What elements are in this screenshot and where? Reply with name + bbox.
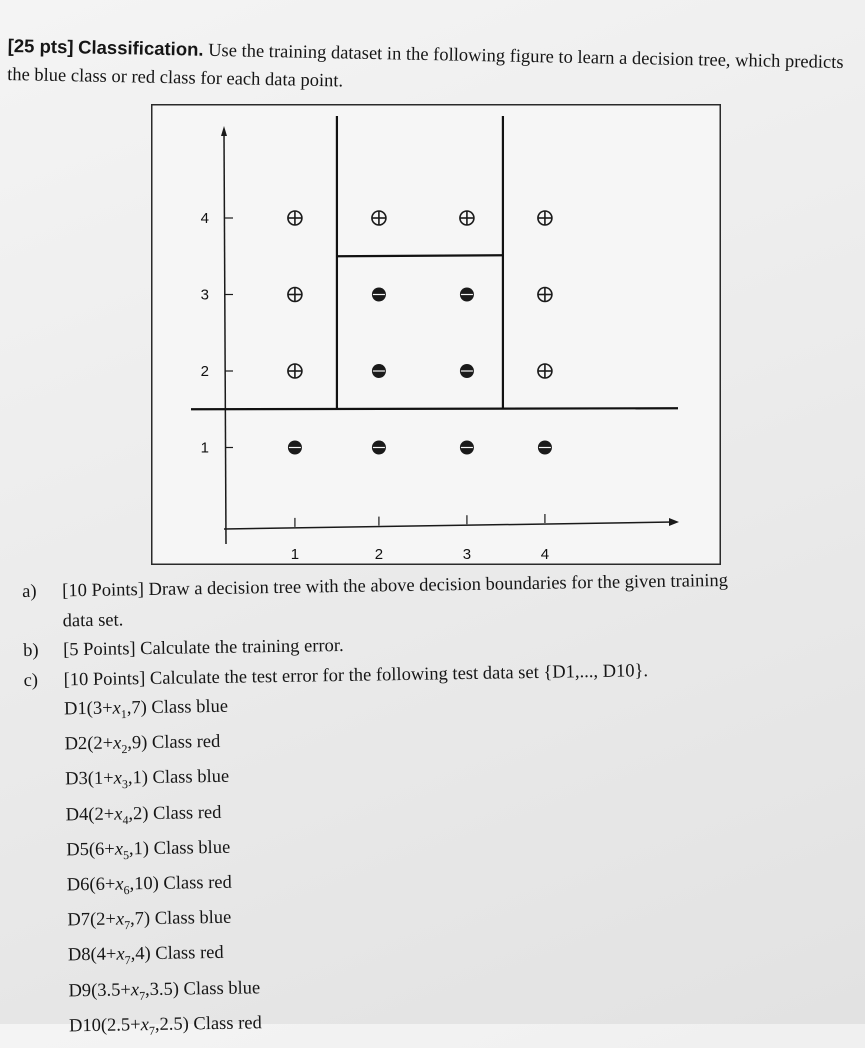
boundary-line-horizontal: [337, 255, 503, 256]
test-y: 1: [132, 768, 142, 789]
test-x-offset: 6: [95, 874, 106, 895]
test-data-row: $D10(2.5+x_7,2.5)$ Class red: [68, 1012, 262, 1038]
test-label: Class blue: [154, 907, 232, 930]
test-subscript: 6: [123, 882, 130, 898]
test-variable: x: [116, 944, 125, 965]
question-c-letter: c): [23, 670, 39, 691]
x-tick-label: 2: [374, 546, 384, 563]
test-name: D8: [67, 945, 91, 966]
test-data-row: $D2(2+x_2,9)$ Class red: [64, 732, 221, 757]
y-tick-label: 2: [200, 363, 209, 380]
x-tick-label: 4: [540, 546, 550, 563]
test-name: D2: [64, 734, 88, 755]
test-y: 10: [133, 873, 153, 895]
problem-header: [7, 32, 848, 105]
test-y: 7: [131, 698, 141, 719]
test-y: 9: [131, 733, 142, 754]
test-x-offset: 3: [92, 698, 103, 719]
test-name: D7: [67, 910, 91, 931]
test-name: D5: [66, 839, 90, 861]
test-y: 7: [134, 909, 145, 930]
test-y: 2: [132, 803, 143, 824]
question-b-text: [5 Points] Calculate the training error.: [62, 635, 344, 661]
test-label: Class red: [151, 732, 221, 754]
problem-text: Use the training dataset in the following figure to learn a decision tree, which predicts the blue class or red class for each data point.: [6, 40, 844, 92]
problem-title: Classification.: [77, 36, 204, 60]
test-y: 2.5: [159, 1014, 183, 1035]
y-tick-label: 4: [200, 210, 209, 227]
test-x-offset: 1: [93, 769, 104, 790]
test-name: D3: [65, 769, 88, 790]
test-label: Class blue: [153, 837, 231, 859]
test-data-row: $D4(2+x_4,2)$ Class red: [65, 802, 222, 827]
question-a-text: [10 Points] Draw a decision tree with the above decision boundaries for the given training: [62, 570, 729, 602]
test-subscript: 7: [124, 918, 131, 933]
test-label: Class red: [155, 943, 224, 965]
x-tick-label: 1: [290, 546, 300, 563]
test-subscript: 5: [122, 847, 130, 862]
test-data-list: [24, 683, 859, 1048]
test-y: 1: [133, 838, 144, 860]
test-variable: x: [112, 733, 122, 754]
test-data-row: $D1(3+x_1,7)$ Class blue: [63, 696, 229, 722]
y-tick-label: 3: [200, 286, 209, 304]
training-data-figure: [151, 104, 721, 565]
problem-points: [25 pts]: [7, 34, 74, 58]
x-tick-label: 3: [462, 546, 472, 563]
test-variable: x: [130, 979, 140, 1000]
test-data-row: $D8(4+x_7,4)$ Class red: [67, 943, 224, 968]
test-name: D9: [68, 980, 92, 1001]
question-c-text: [10 Points] Calculate the test error for the following test data set {D1,..., D10}.: [63, 660, 649, 690]
test-name: D6: [66, 874, 90, 896]
boundary-line-horizontal: [191, 408, 678, 409]
figure-frame: [152, 105, 721, 565]
test-subscript: 7: [124, 953, 131, 968]
test-x-offset: 6: [94, 839, 105, 860]
test-data-row: $D5(6+x_5,1)$ Class blue: [66, 837, 231, 862]
test-subscript: 4: [122, 812, 129, 827]
y-tick-label: 1: [200, 439, 209, 457]
questions: [22, 565, 859, 1048]
test-data-row: $D3(1+x_3,1)$ Class blue: [65, 767, 230, 792]
test-label: Class blue: [152, 767, 230, 789]
test-data-row: $D6(6+x_6,10)$ Class red: [66, 872, 232, 898]
question-b-letter: b): [22, 640, 39, 661]
test-x-offset: 2: [93, 733, 103, 755]
test-label: Class red: [163, 872, 232, 894]
test-label: Class blue: [151, 696, 229, 718]
test-subscript: 1: [120, 707, 127, 722]
test-variable: x: [114, 839, 124, 860]
test-x-offset: 2: [94, 804, 104, 825]
test-name: D10: [68, 1015, 102, 1037]
test-variable: x: [114, 804, 123, 825]
test-x-offset: 4: [96, 945, 107, 966]
test-subscript: 7: [148, 1023, 156, 1038]
question-a-continuation: data set.: [62, 609, 124, 631]
test-variable: x: [113, 768, 123, 789]
test-subscript: 3: [121, 777, 129, 792]
test-name: D4: [65, 804, 89, 825]
test-data-row: $D9(3.5+x_7,3.5)$ Class blue: [68, 977, 261, 1003]
test-label: Class red: [152, 802, 222, 824]
test-subscript: 2: [121, 742, 128, 757]
test-y: 4: [135, 944, 145, 965]
test-variable: x: [140, 1014, 150, 1035]
scatter-plot: [151, 104, 721, 565]
test-y: 3.5: [149, 979, 173, 1000]
test-data-row: $D7(2+x_7,7)$ Class blue: [67, 907, 232, 933]
test-variable: x: [112, 698, 121, 719]
test-x-offset: 2.5: [106, 1015, 131, 1036]
test-x-offset: 2: [96, 909, 106, 931]
test-variable: x: [115, 909, 125, 930]
test-name: D1: [63, 699, 87, 720]
test-label: Class blue: [183, 977, 261, 1000]
test-x-offset: 3.5: [97, 980, 121, 1001]
test-variable: x: [115, 874, 124, 895]
question-a-letter: a): [22, 581, 37, 602]
test-label: Class red: [193, 1012, 262, 1035]
test-subscript: 7: [139, 988, 146, 1003]
